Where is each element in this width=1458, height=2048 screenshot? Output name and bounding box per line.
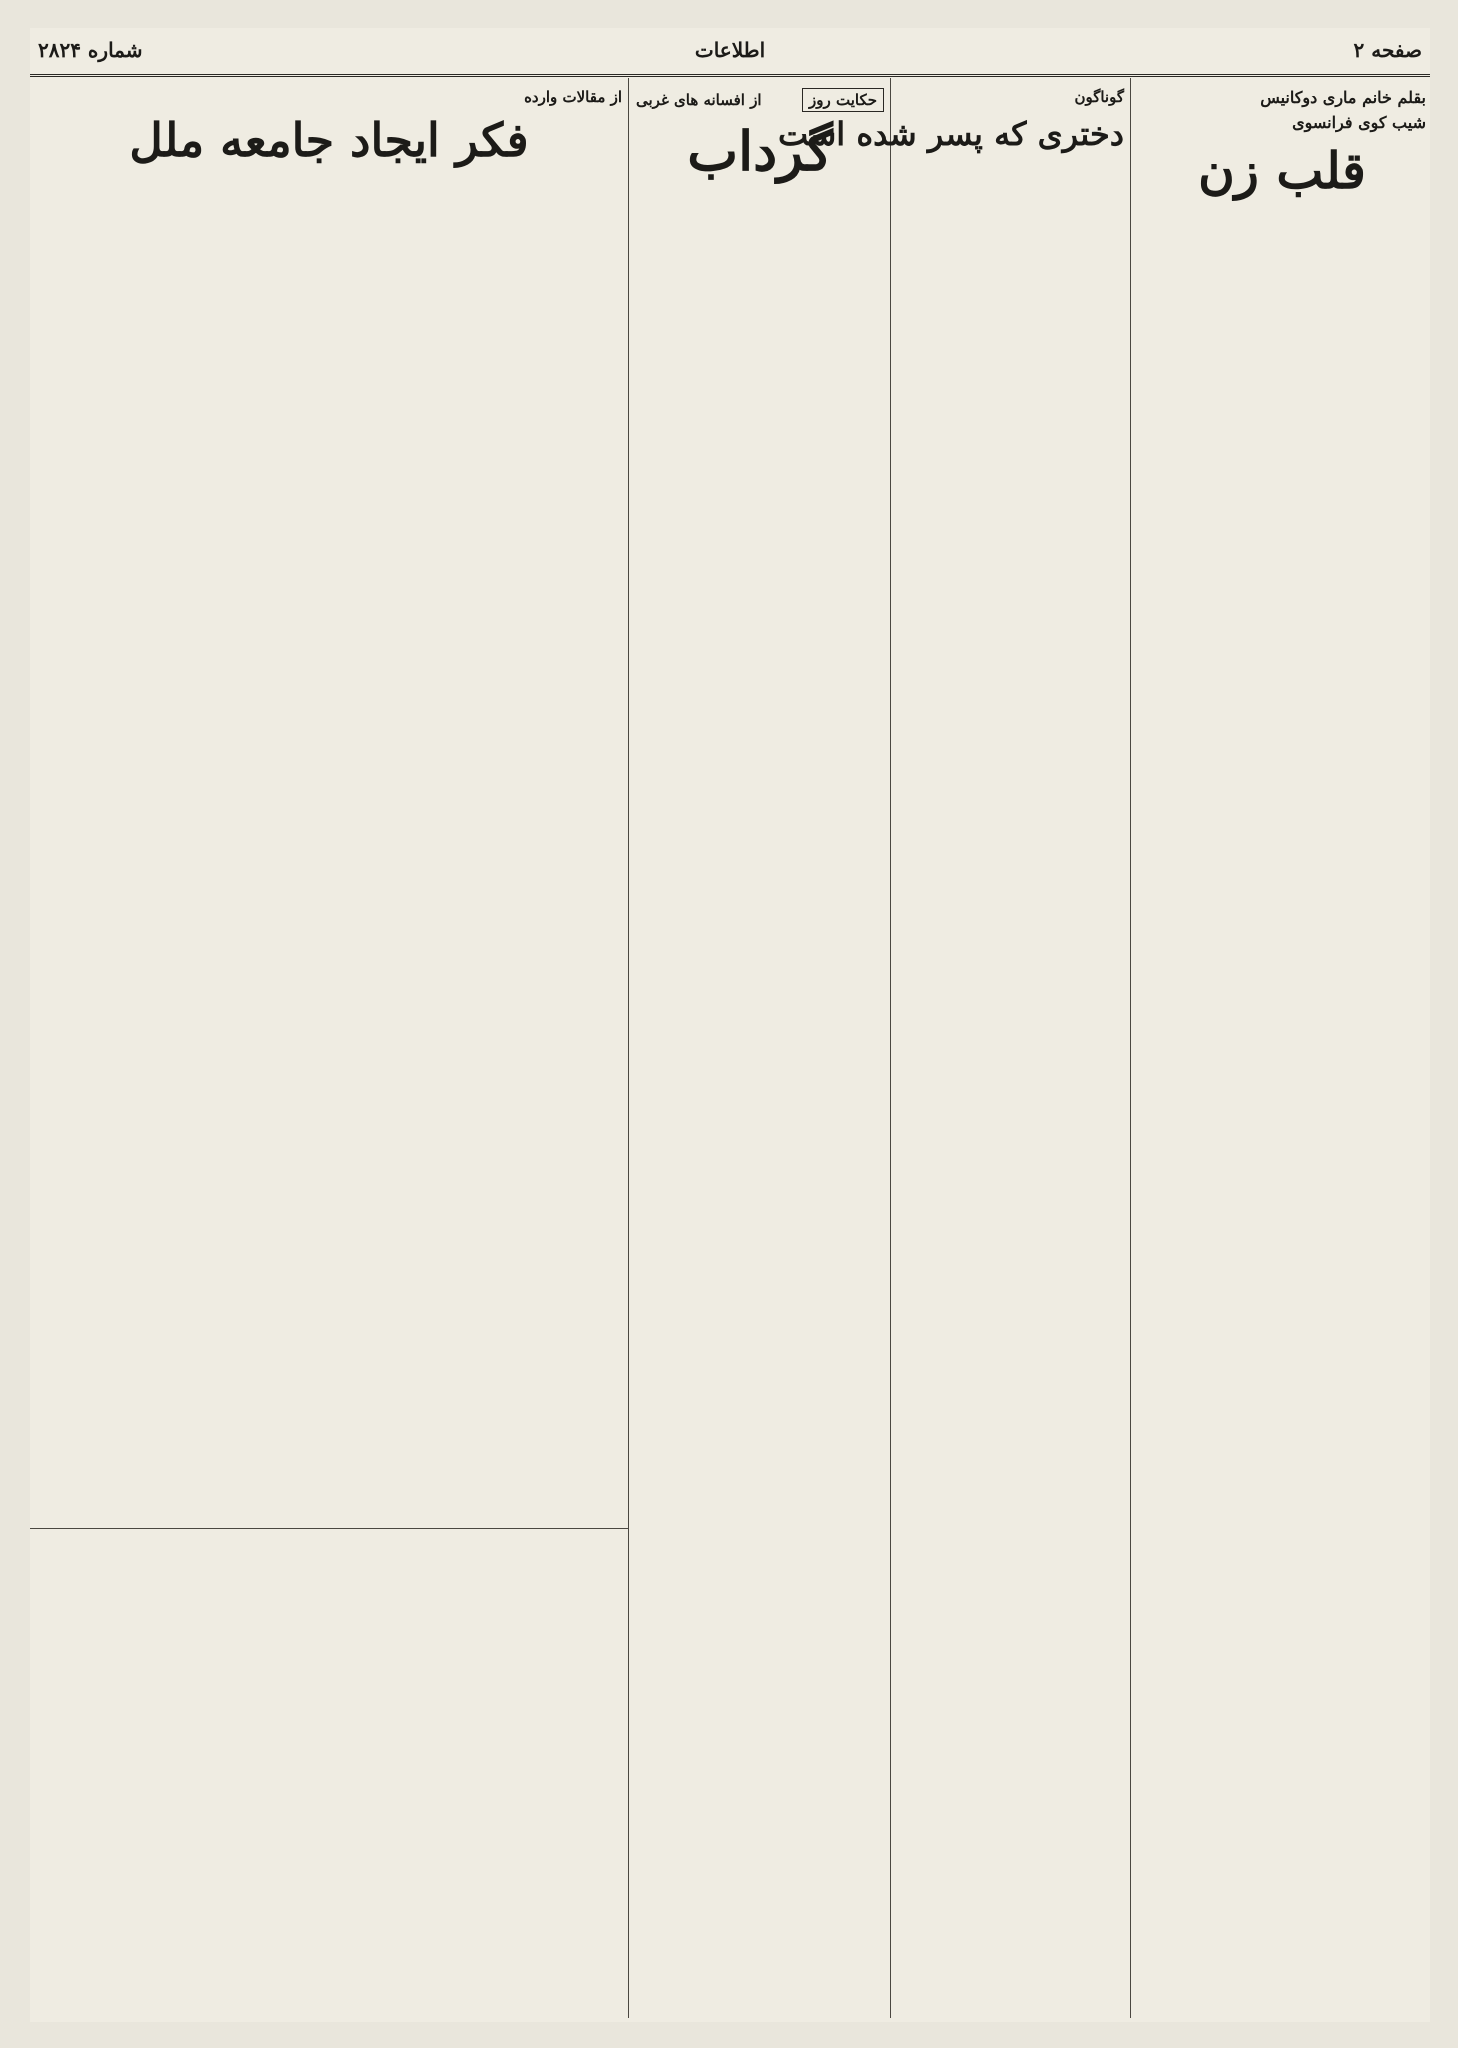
- article-headline: دختری که پسر شده است: [778, 115, 1124, 153]
- article-byline: بقلم خانم ماری دوکانیس: [1260, 88, 1426, 107]
- paper-name: اطلاعات: [694, 38, 766, 62]
- issue-number: شماره ۲۸۲۴: [38, 38, 143, 62]
- column-rule: [1130, 78, 1131, 2018]
- article-body: [898, 178, 1124, 2016]
- masthead: [30, 28, 1430, 77]
- column-rule: [890, 78, 891, 2018]
- article-heart-of-woman: [1138, 88, 1426, 2016]
- page-number: صفحه ۲: [1353, 38, 1422, 62]
- article-section-label: گوناگون: [1074, 88, 1124, 106]
- article-body: [636, 198, 884, 2016]
- article-boxed-label: حکایت روز: [802, 88, 884, 112]
- article-headline: قلب زن: [1198, 141, 1366, 200]
- article-section-label: از مقالات وارده: [524, 88, 622, 106]
- article-body: [36, 188, 622, 1518]
- article-subhead: شیب کوی فرانسوی: [1292, 113, 1426, 132]
- column-rule: [628, 78, 629, 2018]
- newspaper-page: [30, 28, 1430, 2022]
- article-league-of-nations: [36, 88, 622, 1518]
- article-labels: [636, 88, 884, 112]
- article-headline: فکر ایجاد جامعه ملل: [129, 113, 529, 167]
- article-body: [1138, 234, 1426, 2016]
- section-rule: [30, 1528, 628, 1529]
- article-section-label: از افسانه های غربی: [636, 91, 762, 109]
- article-whirlpool: [636, 88, 884, 2016]
- article-headline: گرداب: [687, 119, 833, 183]
